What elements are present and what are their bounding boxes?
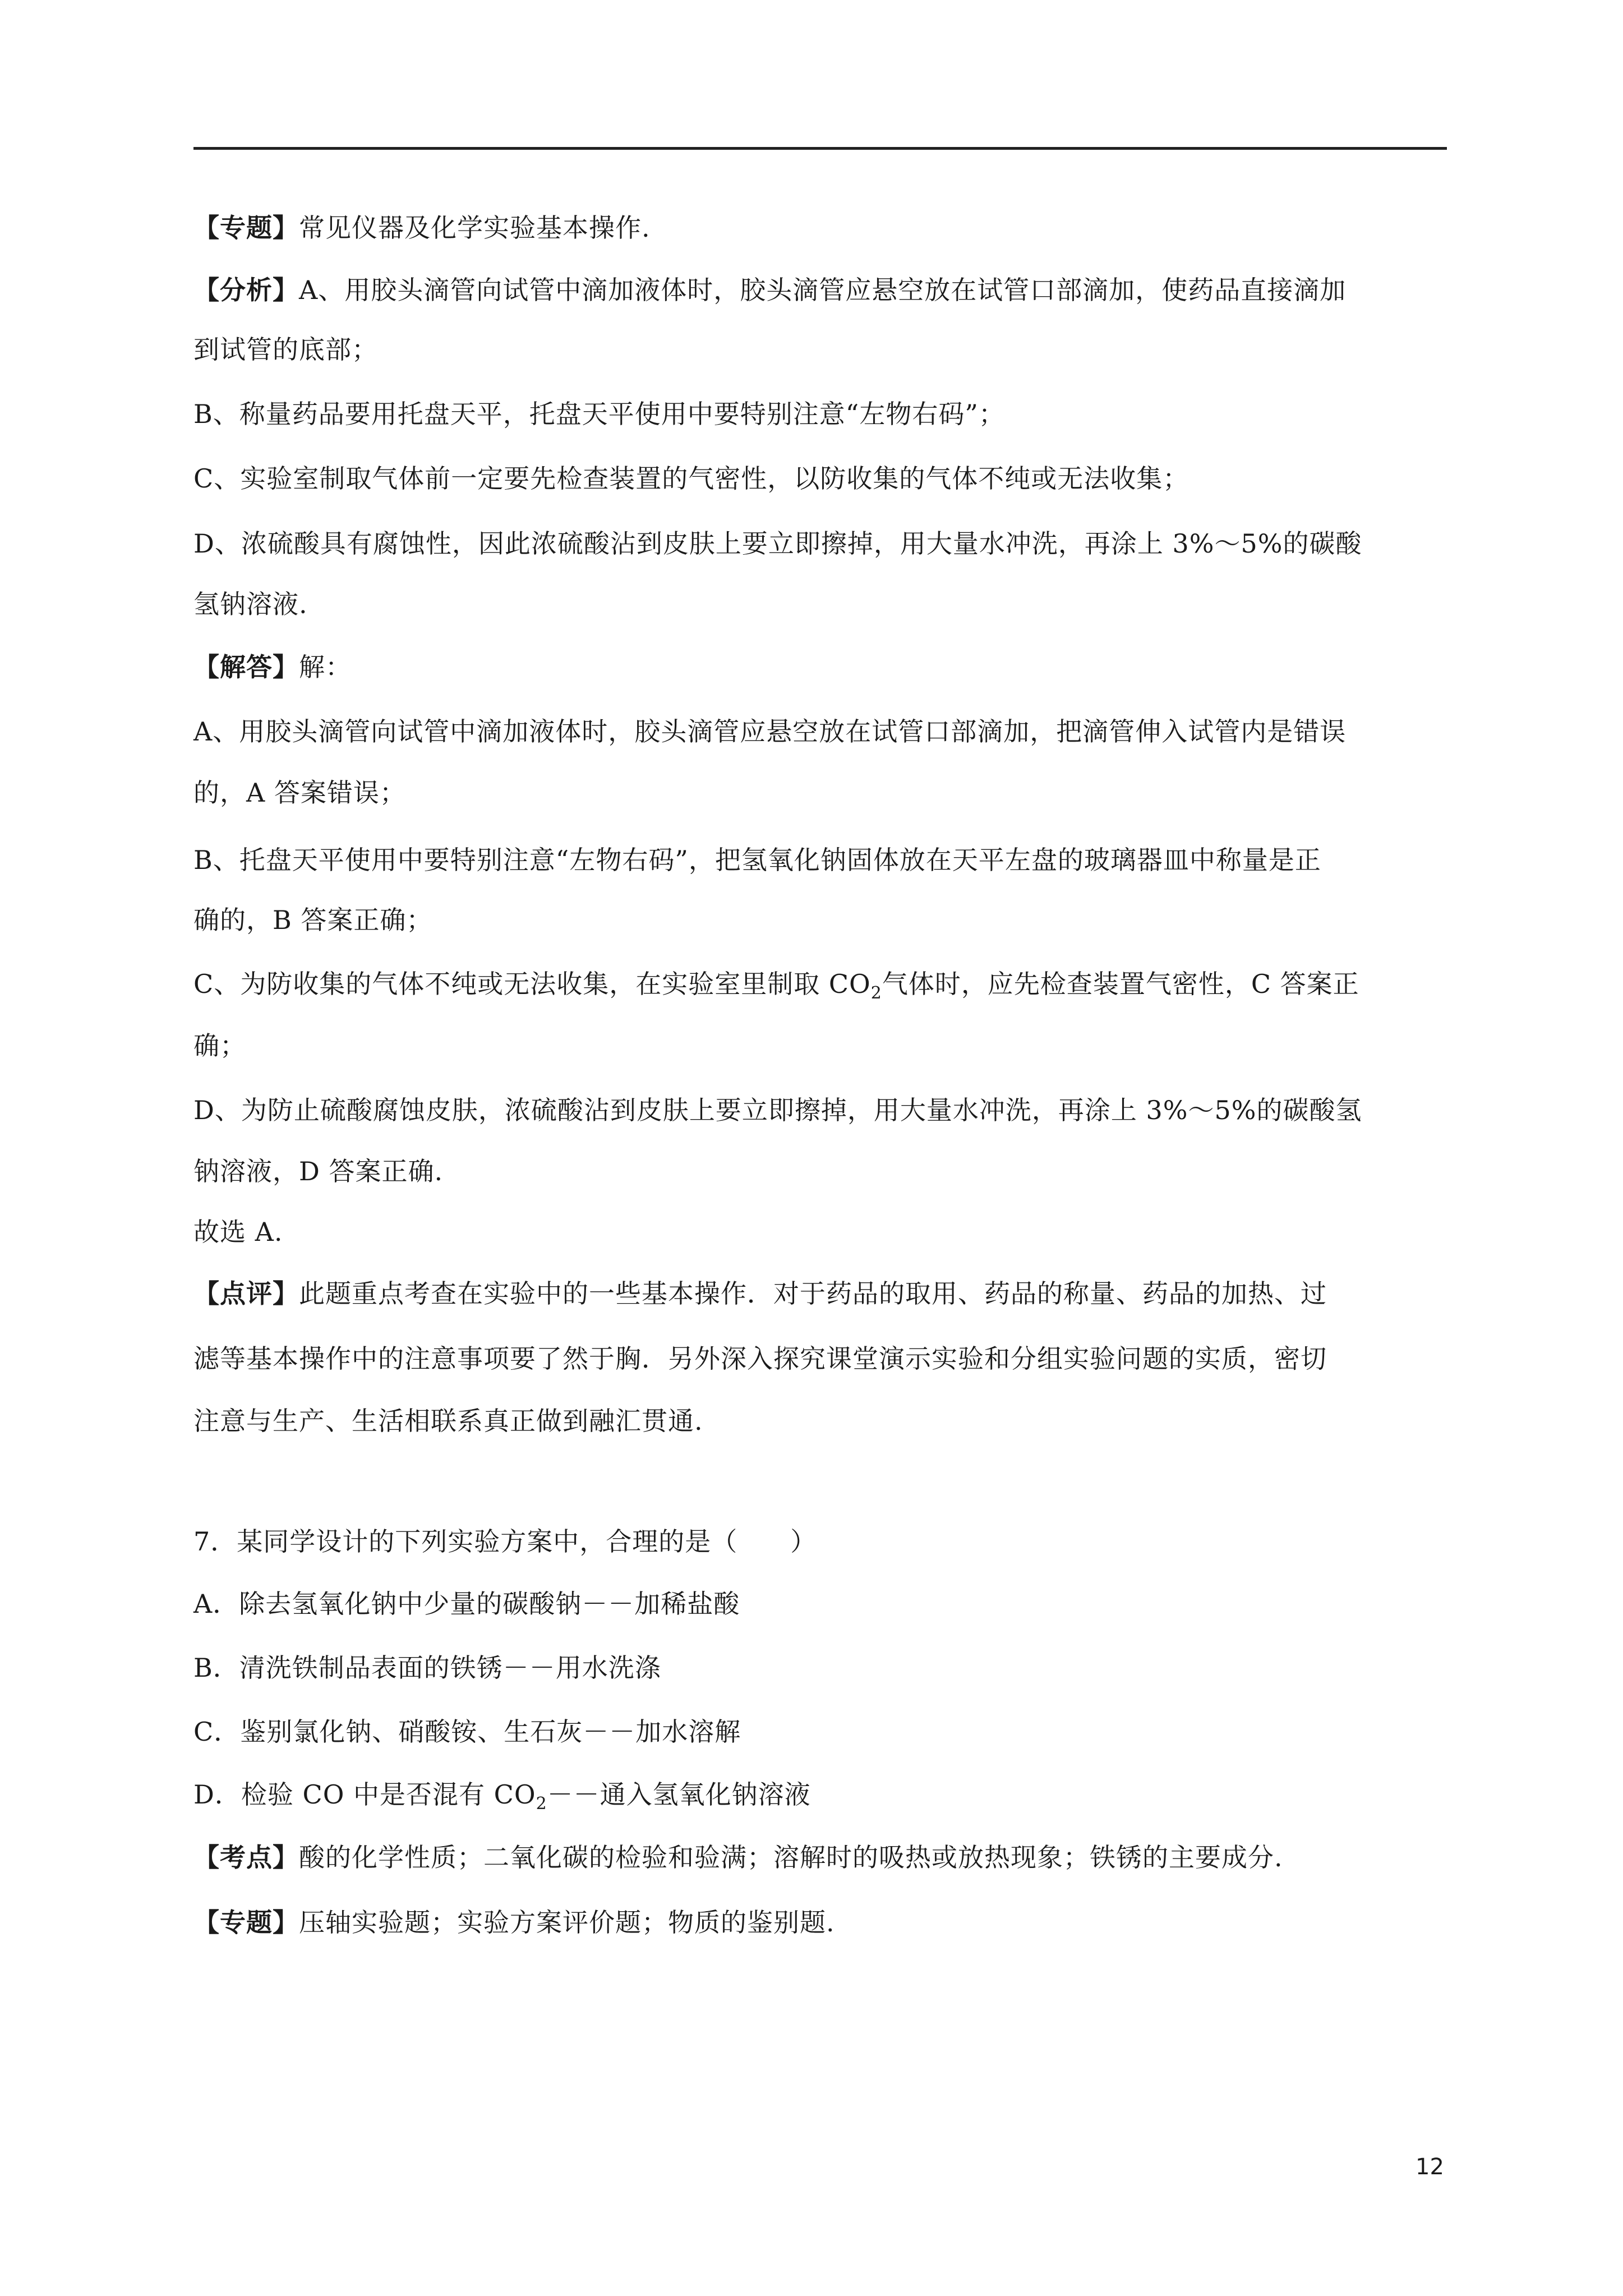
co2-subscript: 2 bbox=[536, 1794, 547, 1814]
q7-topic-text: 压轴实验题；实验方案评价题；物质的鉴别题. bbox=[299, 1907, 835, 1938]
analysis-d-2: 氢钠溶液. bbox=[193, 589, 308, 619]
option-c: C．鉴别氯化钠、硝酸铵、生石灰－－加水溶解 bbox=[193, 1717, 741, 1747]
answer-c-post: 气体时，应先检查装置气密性，C 答案正 bbox=[882, 969, 1359, 999]
comment-line-2: 滤等基本操作中的注意事项要了然于胸．另外深入探究课堂演示实验和分组实验问题的实质，密切 bbox=[193, 1343, 1327, 1374]
co2-subscript: 2 bbox=[870, 983, 882, 1003]
answer-b-2: 确的，B 答案正确； bbox=[193, 905, 433, 935]
option-d-post: －－通入氢氧化钠溶液 bbox=[547, 1779, 811, 1810]
comment-line-3: 注意与生产、生活相联系真正做到融汇贯通. bbox=[193, 1406, 703, 1436]
topic-text: 常见仪器及化学实验基本操作. bbox=[299, 213, 651, 243]
option-b: B．清洗铁制品表面的铁锈－－用水洗涤 bbox=[193, 1653, 661, 1683]
analysis-line-2: 到试管的底部； bbox=[193, 334, 378, 365]
analysis-line-1 bbox=[193, 273, 1346, 307]
comment-line-1 bbox=[193, 1277, 1327, 1310]
comment-label: 【点评】 bbox=[193, 1278, 299, 1309]
option-d-pre: D．检验 CO 中是否混有 CO bbox=[193, 1779, 536, 1810]
answer-c-1 bbox=[193, 967, 1359, 1001]
question-7-stem: 7．某同学设计的下列实验方案中，合理的是（ ） bbox=[193, 1526, 817, 1557]
kaodian-text: 酸的化学性质；二氧化碳的检验和验满；溶解时的吸热或放热现象；铁锈的主要成分. bbox=[299, 1842, 1283, 1872]
topic-label: 【专题】 bbox=[193, 213, 299, 243]
answer-label: 【解答】 bbox=[193, 652, 299, 682]
analysis-b: B、称量药品要用托盘天平，托盘天平使用中要特别注意“左物右码”； bbox=[193, 399, 1005, 429]
header-rule bbox=[193, 147, 1447, 150]
option-a: A．除去氢氧化钠中少量的碳酸钠－－加稀盐酸 bbox=[193, 1589, 740, 1619]
analysis-c: C、实验室制取气体前一定要先检查装置的气密性，以防收集的气体不纯或无法收集； bbox=[193, 463, 1189, 494]
q7-topic-label: 【专题】 bbox=[193, 1907, 299, 1938]
kaodian bbox=[193, 1841, 1283, 1874]
answer-b-1: B、托盘天平使用中要特别注意“左物右码”，把氢氧化钠固体放在天平左盘的玻璃器皿中称量是正 bbox=[193, 845, 1321, 875]
option-d bbox=[193, 1778, 811, 1814]
analysis-d-1: D、浓硫酸具有腐蚀性，因此浓硫酸沾到皮肤上要立即擦掉，用大量水冲洗，再涂上 3%～5%的碳酸 bbox=[193, 528, 1362, 559]
analysis-label: 【分析】 bbox=[193, 275, 299, 305]
answer-a-2: 的，A 答案错误； bbox=[193, 777, 406, 808]
page-number: 12 bbox=[1415, 2154, 1444, 2180]
answer-a-1: A、用胶头滴管向试管中滴加液体时，胶头滴管应悬空放在试管口部滴加，把滴管伸入试管内是错误 bbox=[193, 716, 1347, 747]
answer-d-1: D、为防止硫酸腐蚀皮肤，浓硫酸沾到皮肤上要立即擦掉，用大量水冲洗，再涂上 3%～5%的碳酸氢 bbox=[193, 1095, 1362, 1125]
answer-d-2: 钠溶液，D 答案正确. bbox=[193, 1156, 444, 1186]
comment-text-1: 此题重点考查在实验中的一些基本操作．对于药品的取用、药品的称量、药品的加热、过 bbox=[299, 1278, 1327, 1309]
answer-final: 故选 A. bbox=[193, 1217, 283, 1247]
q7-topic bbox=[193, 1906, 835, 1939]
analysis-text-1: A、用胶头滴管向试管中滴加液体时，胶头滴管应悬空放在试管口部滴加，使药品直接滴加 bbox=[299, 275, 1347, 305]
kaodian-label: 【考点】 bbox=[193, 1842, 299, 1872]
answer-c-2: 确； bbox=[193, 1030, 246, 1061]
answer-c-pre: C、为防收集的气体不纯或无法收集，在实验室里制取 CO bbox=[193, 969, 871, 999]
prev-topic bbox=[193, 211, 651, 245]
answer-header bbox=[193, 650, 352, 684]
answer-intro: 解： bbox=[299, 652, 352, 682]
